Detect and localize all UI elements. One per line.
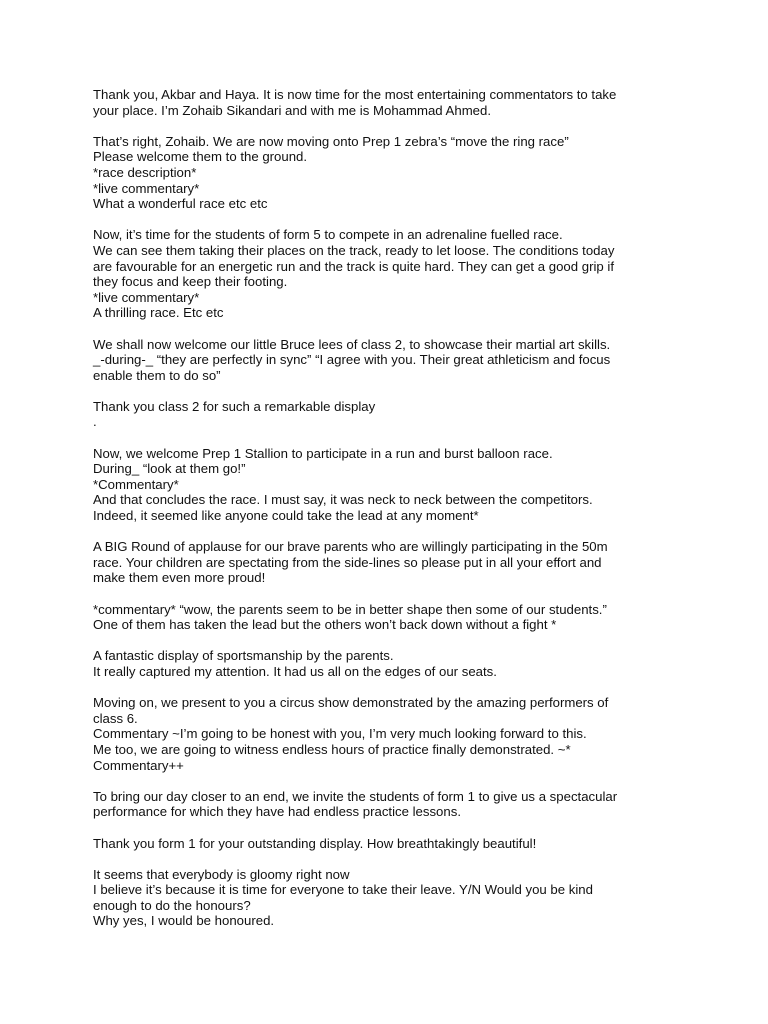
text-line: A BIG Round of applause for our brave parents who are willingly participating in the 50m [93, 539, 608, 555]
paragraph [93, 867, 678, 929]
text-line: they focus and keep their footing. [93, 274, 288, 290]
text-line: A thrilling race. Etc etc [93, 305, 224, 321]
paragraph [93, 399, 678, 430]
text-line: Moving on, we present to you a circus show demonstrated by the amazing performers of [93, 695, 609, 711]
text-line: During_ “look at them go!” [93, 461, 246, 477]
text-line: *race description* [93, 164, 197, 180]
text-line: It really captured my attention. It had us all on the edges of our seats. [93, 663, 497, 679]
text-line: Indeed, it seemed like anyone could take the lead at any moment* [93, 508, 479, 524]
text-line: class 6. [93, 710, 138, 726]
text-line: . [93, 414, 97, 430]
text-line: *live commentary* [93, 180, 200, 196]
paragraph [93, 134, 678, 212]
paragraph [93, 446, 678, 524]
text-line: It seems that everybody is gloomy right now [93, 866, 350, 882]
text-line: make them even more proud! [93, 570, 266, 586]
text-line: Me too, we are going to witness endless hours of practice finally demonstrated. ~* [93, 741, 571, 757]
text-line: Thank you, Akbar and Haya. It is now time for the most entertaining commentators to take [93, 87, 617, 102]
text-line: We shall now welcome our little Bruce lees of class 2, to showcase their martial art skills. [93, 336, 611, 352]
text-line: enough to do the honours? [93, 897, 251, 913]
paragraph [93, 227, 678, 321]
paragraph [93, 539, 678, 586]
text-line: your place. I’m Zohaib Sikandari and with me is Mohammad Ahmed. [93, 102, 492, 118]
text-line: Commentary++ [93, 757, 184, 773]
paragraph [93, 789, 678, 820]
text-line: Please welcome them to the ground. [93, 149, 308, 165]
text-line: Thank you class 2 for such a remarkable display [93, 398, 376, 414]
text-line: race. Your children are spectating from the side-lines so please put in all your effort and [93, 554, 602, 570]
text-line: performance for which they have had endless practice lessons. [93, 804, 461, 820]
paragraph [93, 87, 678, 118]
text-line: *commentary* “wow, the parents seem to be in better shape then some of our students.” [93, 601, 607, 617]
text-line: *Commentary* [93, 476, 179, 492]
text-line: And that concludes the race. I must say, it was neck to neck between the competitors. [93, 492, 593, 508]
text-line: Thank you form 1 for your outstanding display. How breathtakingly beautiful! [93, 835, 537, 851]
text-line: _-during-_ “they are perfectly in sync” “I agree with you. Their great athleticism and focus [93, 352, 611, 368]
paragraph [93, 695, 678, 773]
paragraph [93, 337, 678, 384]
paragraph [93, 602, 678, 633]
text-line: We can see them taking their places on the track, ready to let loose. The conditions today [93, 242, 615, 258]
text-line: One of them has taken the lead but the others won’t back down without a fight * [93, 617, 557, 633]
text-line: are favourable for an energetic run and the track is quite hard. They can get a good grip if [93, 258, 614, 274]
text-line: *live commentary* [93, 289, 200, 305]
document-body [93, 87, 678, 945]
text-line: What a wonderful race etc etc [93, 196, 268, 212]
text-line: To bring our day closer to an end, we invite the students of form 1 to give us a spectacular [93, 788, 618, 804]
text-line: A fantastic display of sportsmanship by the parents. [93, 648, 394, 664]
text-line: That’s right, Zohaib. We are now moving onto Prep 1 zebra’s “move the ring race” [93, 133, 569, 149]
text-line: Why yes, I would be honoured. [93, 913, 275, 929]
paragraph [93, 648, 678, 679]
text-line: I believe it’s because it is time for everyone to take their leave. Y/N Would you be kind [93, 882, 593, 898]
text-line: enable them to do so” [93, 367, 221, 383]
text-line: Commentary ~I’m going to be honest with you, I’m very much looking forward to this. [93, 726, 587, 742]
text-line: Now, it’s time for the students of form 5 to compete in an adrenaline fuelled race. [93, 227, 563, 243]
paragraph [93, 836, 678, 852]
text-line: Now, we welcome Prep 1 Stallion to participate in a run and burst balloon race. [93, 445, 553, 461]
